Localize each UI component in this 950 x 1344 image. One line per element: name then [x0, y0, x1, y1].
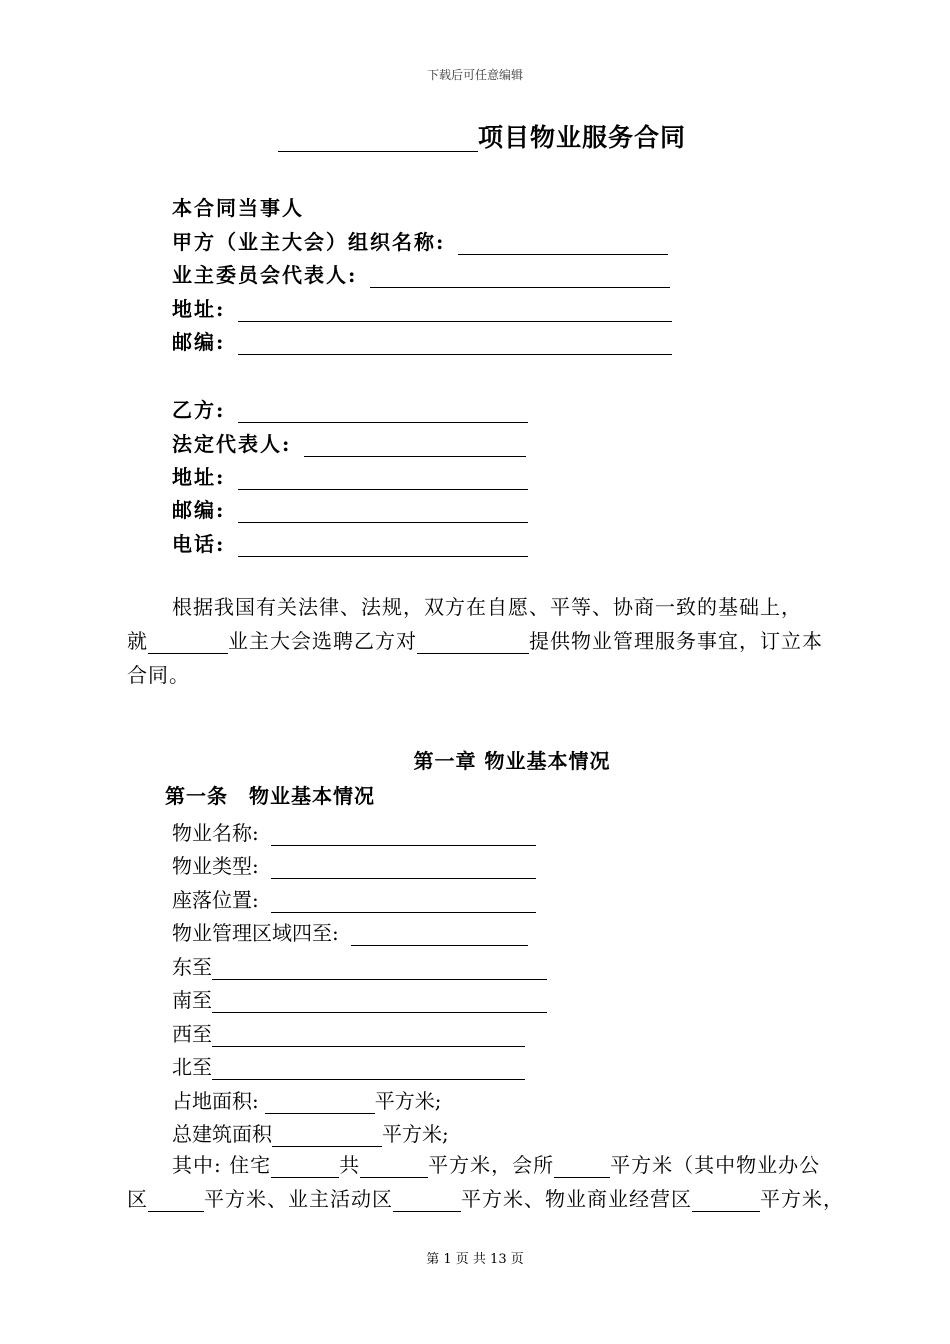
property-type-row — [172, 850, 536, 880]
south-row — [172, 984, 547, 1014]
commercial-blank[interactable] — [692, 1189, 760, 1212]
build-area-label: 总建筑面积 — [172, 1122, 272, 1146]
east-row — [172, 951, 547, 981]
south-blank[interactable] — [212, 990, 547, 1013]
build-area-unit: 平方米; — [382, 1122, 449, 1146]
land-area-label: 占地面积: — [172, 1089, 259, 1113]
breakdown-commercial: 平方米、物业商业经营区 — [461, 1187, 692, 1211]
property-name-label: 物业名称: — [172, 821, 259, 845]
title-text: 项目物业服务合同 — [478, 123, 687, 152]
party-a-rep-label: 业主委员会代表人: — [172, 263, 358, 287]
clubhouse-blank[interactable] — [554, 1155, 610, 1178]
property-type-label: 物业类型: — [172, 854, 259, 878]
breakdown-clubhouse: 平方米，会所 — [428, 1153, 555, 1177]
north-row — [172, 1051, 525, 1081]
property-location-label: 座落位置: — [172, 888, 259, 912]
west-blank[interactable] — [212, 1024, 525, 1047]
party-a-address-label: 地址: — [172, 297, 226, 321]
party-a-address-row — [172, 293, 672, 323]
land-area-unit: 平方米; — [374, 1089, 442, 1113]
page-footer: 第 1 页 共 13 页 — [426, 1252, 524, 1267]
breakdown-unit: 平方米， — [760, 1187, 844, 1211]
parties-heading: 本合同当事人 — [172, 196, 304, 220]
build-area-blank[interactable] — [272, 1124, 382, 1147]
party-a-rep-blank[interactable] — [370, 265, 670, 288]
property-location-row — [172, 884, 536, 914]
party-a-org-row — [172, 226, 668, 256]
party-b-name-label: 乙方: — [172, 398, 226, 422]
party-b-legal-rep-label: 法定代表人: — [172, 432, 292, 456]
party-a-postcode-row — [172, 326, 672, 356]
intro-text-b: 业主大会选聘乙方对 — [228, 629, 417, 653]
breakdown-activity: 平方米、业主活动区 — [204, 1187, 393, 1211]
party-a-org-blank[interactable] — [458, 232, 668, 255]
document-title — [278, 118, 686, 154]
chapter-heading: 第一章 物业基本情况 — [413, 749, 611, 773]
property-location-blank[interactable] — [271, 890, 536, 913]
party-a-postcode-label: 邮编: — [172, 330, 226, 354]
intro-blank-2[interactable] — [417, 631, 529, 654]
north-label: 北至 — [172, 1055, 212, 1079]
party-b-postcode-label: 邮编: — [172, 498, 226, 522]
boundary-label: 物业管理区域四至: — [172, 921, 339, 945]
residence-area-blank[interactable] — [360, 1155, 428, 1178]
boundary-row — [172, 917, 528, 947]
party-b-address-blank[interactable] — [238, 467, 528, 490]
party-a-rep-row — [172, 259, 670, 289]
intro-text-c: 提供物业管理服务事宜，订立本 — [529, 629, 823, 653]
property-name-blank[interactable] — [271, 823, 536, 846]
party-b-phone-label: 电话: — [172, 532, 226, 556]
intro-line-2 — [127, 624, 823, 658]
intro-blank-1[interactable] — [148, 631, 228, 654]
land-area-row — [172, 1085, 442, 1115]
boundary-blank[interactable] — [351, 923, 528, 946]
party-b-name-row — [172, 394, 528, 424]
intro-line-3: 合同。 — [127, 663, 190, 687]
breakdown-total: 共 — [339, 1153, 361, 1177]
residence-blank[interactable] — [271, 1155, 339, 1178]
article-heading: 第一条 物业基本情况 — [165, 784, 375, 808]
party-b-name-blank[interactable] — [238, 400, 528, 423]
breakdown-residence: 其中: 住宅 — [172, 1153, 272, 1177]
party-a-postcode-blank[interactable] — [238, 332, 672, 355]
page-header: 下载后可任意编辑 — [426, 68, 523, 82]
project-name-blank[interactable] — [278, 125, 478, 152]
party-b-postcode-blank[interactable] — [238, 500, 528, 523]
south-label: 南至 — [172, 988, 212, 1012]
east-label: 东至 — [172, 955, 212, 979]
party-a-org-label: 甲方（业主大会）组织名称: — [172, 230, 446, 254]
intro-jiu: 就 — [127, 629, 148, 653]
property-type-blank[interactable] — [271, 856, 536, 879]
party-b-phone-blank[interactable] — [238, 534, 528, 557]
land-area-blank[interactable] — [265, 1091, 375, 1114]
build-area-row — [172, 1118, 449, 1148]
party-b-legal-rep-blank[interactable] — [304, 434, 526, 457]
activity-blank[interactable] — [393, 1189, 461, 1212]
party-b-address-label: 地址: — [172, 465, 226, 489]
property-name-row — [172, 817, 536, 847]
east-blank[interactable] — [212, 957, 547, 980]
breakdown-office: 平方米（其中物业办公 — [610, 1153, 821, 1177]
intro-line-1: 根据我国有关法律、法规，双方在自愿、平等、协商一致的基础上， — [172, 595, 802, 619]
party-b-legal-rep-row — [172, 428, 526, 458]
north-blank[interactable] — [212, 1057, 525, 1080]
office-blank[interactable] — [148, 1189, 204, 1212]
breakdown-area: 区 — [127, 1187, 148, 1211]
west-label: 西至 — [172, 1022, 212, 1046]
party-b-postcode-row — [172, 494, 528, 524]
breakdown-line-2 — [127, 1182, 844, 1216]
party-b-phone-row — [172, 528, 528, 558]
breakdown-line-1 — [172, 1148, 820, 1182]
party-b-address-row — [172, 461, 528, 491]
party-a-address-blank[interactable] — [238, 299, 672, 322]
west-row — [172, 1018, 525, 1048]
